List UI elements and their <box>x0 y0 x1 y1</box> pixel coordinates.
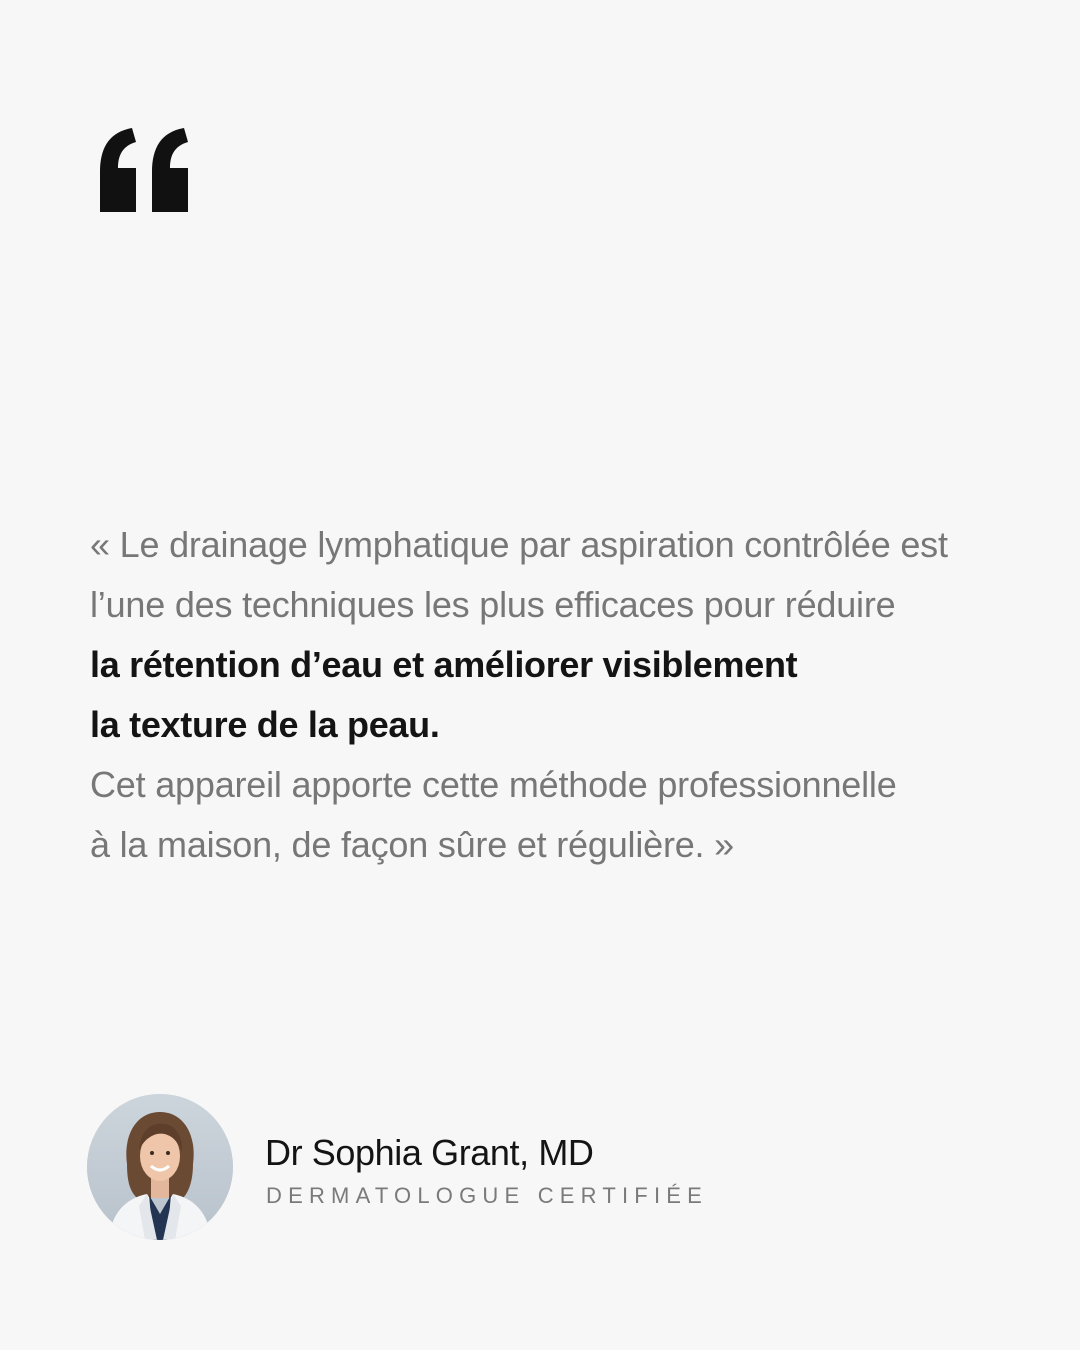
quote-line-emphasis: la rétention d’eau et améliorer visiblement <box>90 644 798 685</box>
author-portrait <box>87 1094 233 1240</box>
quote-line: l’une des techniques les plus efficaces pour réduire <box>90 584 896 625</box>
quote-line-emphasis: la texture de la peau. <box>90 704 440 745</box>
opening-quote-icon <box>96 126 196 216</box>
author-name: Dr Sophia Grant, MD <box>265 1132 594 1173</box>
quote-line: « Le drainage lymphatique par aspiration contrôlée est <box>90 524 948 565</box>
author-block <box>87 1094 847 1240</box>
quote-line: Cet appareil apporte cette méthode professionnelle <box>90 764 897 805</box>
testimonial-quote <box>90 515 1050 875</box>
author-avatar <box>87 1094 233 1240</box>
quote-line: à la maison, de façon sûre et régulière. » <box>90 824 734 865</box>
author-title: DERMATOLOGUE CERTIFIÉE <box>266 1183 709 1208</box>
